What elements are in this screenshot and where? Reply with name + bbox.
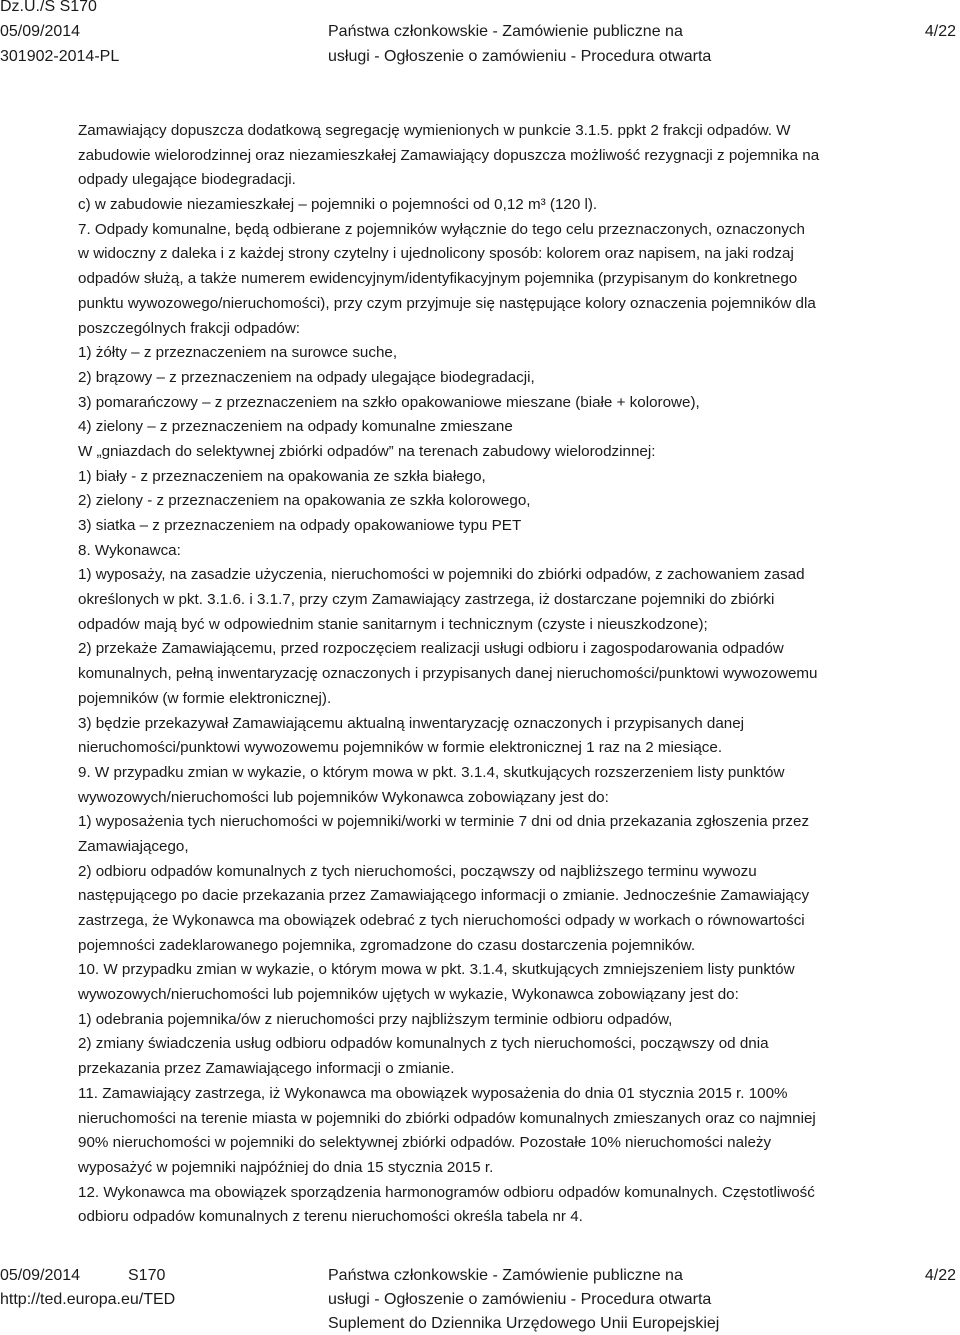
body-line: 12. Wykonawca ma obowiązek sporządzenia harmonogramów odbioru odpadów komunalnych. Częstotliwość [78, 1183, 815, 1201]
body-line: 7. Odpady komunalne, będą odbierane z pojemników wyłącznie do tego celu przeznaczonych, oznaczonych [78, 220, 805, 238]
body-line: 1) odebrania pojemnika/ów z nieruchomości przy najbliższym terminie odbioru odpadów, [78, 1010, 673, 1028]
body-line: nieruchomości na terenie miasta w pojemniki do zbiórki odpadów komunalnych zmieszanych oraz co najmniej [78, 1109, 816, 1127]
body-line: przekazania przez Zamawiającego informacji o zmianie. [78, 1060, 455, 1078]
body-line: zabudowie wielorodzinnej oraz niezamieszkałej Zamawiający dopuszcza możliwość rezygnacji z pojemnika na [78, 146, 820, 164]
body-line: 1) żółty – z przeznaczeniem na surowce suche, [78, 344, 398, 362]
body-line: pojemności zadeklarowanego pojemnika, zgromadzone do czasu dostarczenia pojemników. [78, 936, 696, 954]
body-line: Zamawiający dopuszcza dodatkową segregację wymienionych w punkcie 3.1.5. ppkt 2 frakcji odpadów. W [78, 122, 791, 139]
body-line: odpadów mają być w odpowiednim stanie sanitarnym i technicznym (czyste i nieuszkodzone); [78, 615, 708, 633]
body-line: 1) biały - z przeznaczeniem na opakowania ze szkła białego, [78, 467, 486, 485]
header-date: 05/09/2014 [0, 23, 81, 40]
body-line: c) w zabudowie niezamieszkałej – pojemniki o pojemności od 0,12 m³ (120 l). [78, 196, 598, 214]
body-line: 9. W przypadku zmian w wykazie, o którym mowa w pkt. 3.1.4, skutkujących rozszerzeniem listy punktów [78, 763, 785, 781]
body-line: nieruchomości/punktowi wywozowemu pojemników w formie elektronicznej 1 raz na 2 miesiące. [78, 739, 723, 757]
body-line: 3) pomarańczowy – z przeznaczeniem na szkło opakowaniowe mieszane (białe + kolorowe), [78, 393, 700, 411]
body-line: odpadów służą, a także numerem ewidencyjnym/identyfikacyjnym pojemnika (przypisanym do konkretnego [78, 270, 798, 288]
body-line: 2) przekaże Zamawiającemu, przed rozpoczęciem realizacji usługi odbioru i zagospodarowania odpadów [78, 640, 784, 658]
body-line: 10. W przypadku zmian w wykazie, o którym mowa w pkt. 3.1.4, skutkujących zmniejszeniem listy punktów [78, 961, 795, 979]
body-line: poszczególnych frakcji odpadów: [78, 319, 301, 337]
header-title-line-1: Państwa członkowskie - Zamówienie publiczne na [328, 23, 683, 40]
body-line: Zamawiającego, [78, 837, 189, 855]
body-line: 1) wyposaży, na zasadzie użyczenia, nieruchomości w pojemniki do zbiórki odpadów, z zachowaniem zasad [78, 566, 805, 584]
journal-reference: Dz.U./S S170 [0, 0, 97, 15]
body-line: komunalnych, pełną inwentaryzację oznaczonych i przypisanych danej nieruchomości/punktowi wywozowemu [78, 665, 818, 683]
body-line: odbioru odpadów komunalnych z terenu nieruchomości określa tabela nr 4. [78, 1208, 583, 1226]
notice-number: 301902-2014-PL [0, 48, 120, 65]
body-line: określonych w pkt. 3.1.6. i 3.1.7, przy czym Zamawiający zastrzega, iż dostarczane pojemniki do zbiórki [78, 591, 775, 609]
body-line: 8. Wykonawca: [78, 541, 181, 559]
body-line: 90% nieruchomości w pojemniki do selektywnej zbiórki odpadów. Pozostałe 10% nieruchomości należy [78, 1134, 772, 1152]
body-line: odpady ulegające biodegradacji. [78, 171, 296, 189]
body-line: W „gniazdach do selektywnej zbiórki odpadów” na terenach zabudowy wielorodzinnej: [78, 442, 656, 460]
body-line: wyposażyć w pojemniki najpóźniej do dnia 15 stycznia 2015 r. [78, 1158, 494, 1176]
header-title-line-2: usługi - Ogłoszenie o zamówieniu - Procedura otwarta [328, 48, 712, 65]
body-line: następującego po dacie przekazania przez Zamawiającego informacji o zmianie. Jednocześnie Zamawiający [78, 887, 810, 905]
body-line: 3) siatka – z przeznaczeniem na odpady opakowaniowe typu PET [78, 517, 522, 534]
document-body [78, 119, 944, 1230]
body-line: punktu wywozowego/nieruchomości), przy czym przyjmuje się następujące kolory oznaczenia pojemników dla [78, 294, 816, 312]
body-line: 11. Zamawiający zastrzega, iż Wykonawca ma obowiązek wyposażenia do dnia 01 stycznia 2015 r. 100% [78, 1084, 788, 1102]
body-line: 2) odbioru odpadów komunalnych z tych nieruchomości, począwszy od najbliższego terminu wywozu [78, 862, 757, 880]
header-page-number: 4/22 [924, 23, 956, 40]
footer-supplement: Suplement do Dziennika Urzędowego Unii Europejskiej [328, 1315, 720, 1332]
body-line: pojemników (w formie elektronicznej). [78, 689, 332, 707]
body-line: w widoczny z daleka i z każdej strony czytelny i ujednolicony sposób: kolorem oraz napisem, na jaki rodzaj [78, 245, 794, 263]
footer-title-line-2: usługi - Ogłoszenie o zamówieniu - Procedura otwarta [328, 1291, 712, 1308]
body-line: 1) wyposażenia tych nieruchomości w pojemniki/worki w terminie 7 dni od dnia przekazania zgłoszenia przez [78, 813, 810, 831]
body-line: wywozowych/nieruchomości lub pojemników ujętych w wykazie, Wykonawca zobowiązany jest do: [78, 986, 739, 1004]
body-line: zastrzega, że Wykonawca ma obowiązek odebrać z tych nieruchomości odpady w workach o równowartości [78, 912, 805, 929]
footer-date: 05/09/2014 [0, 1267, 81, 1284]
body-line: 4) zielony – z przeznaczeniem na odpady komunalne zmieszane [78, 418, 513, 436]
body-line: 3) będzie przekazywał Zamawiającemu aktualną inwentaryzację oznaczonych i przypisanych danej [78, 714, 745, 732]
body-line: wywozowych/nieruchomości lub pojemników Wykonawca zobowiązany jest do: [78, 788, 609, 806]
body-line: 2) zielony - z przeznaczeniem na opakowania ze szkła kolorowego, [78, 492, 531, 510]
footer-page-number: 4/22 [924, 1267, 956, 1284]
footer-title-line-1: Państwa członkowskie - Zamówienie publiczne na [328, 1267, 683, 1284]
footer-code: S170 [128, 1267, 166, 1284]
body-line: 2) zmiany świadczenia usług odbioru odpadów komunalnych z tych nieruchomości, począwszy od dnia [78, 1035, 769, 1053]
footer-url: http://ted.europa.eu/TED [0, 1291, 176, 1308]
body-line: 2) brązowy – z przeznaczeniem na odpady ulegające biodegradacji, [78, 368, 535, 386]
